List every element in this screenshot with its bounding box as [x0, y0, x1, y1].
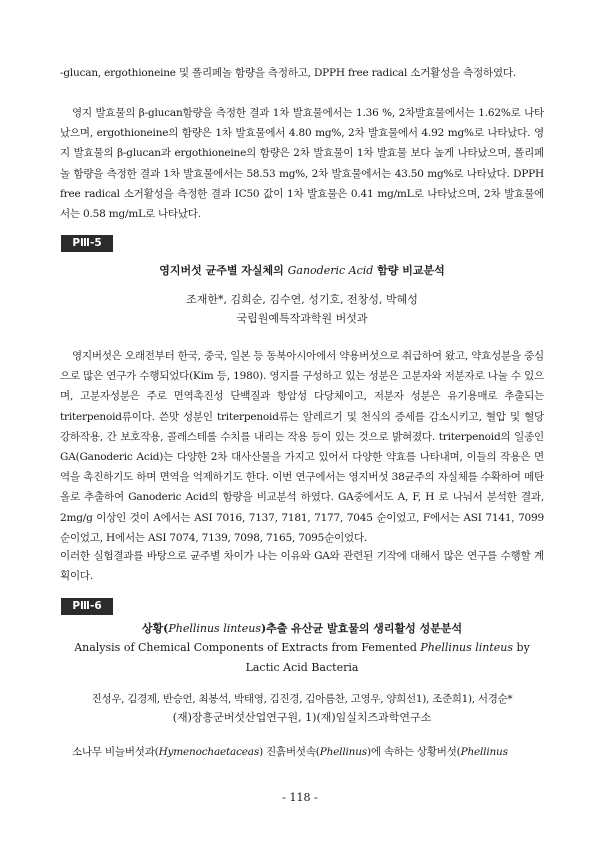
section6-english-title — [60, 638, 544, 678]
section-badge-p3-6: PⅢ-6 — [61, 598, 113, 615]
page-number: - 118 - — [282, 791, 318, 804]
section6-body-c: )에 속하는 상황버섯( — [366, 746, 461, 758]
section5-authors: 조재한*, 김희순, 김수연, 성기호, 전창성, 박혜성 — [186, 293, 418, 306]
section6-eng-italic: Phellinus linteus — [420, 641, 514, 654]
section5-title — [60, 262, 544, 280]
section5-title-end: 함량 비교분석 — [377, 264, 445, 277]
section6-eng-a: Analysis of Chemical Components of Extracts from Femented — [74, 641, 417, 654]
section5-title-kr: 영지버섯 균주별 자실체의 — [159, 264, 284, 277]
section6-body-a: 소나무 비늘버섯과( — [72, 746, 159, 758]
section5-title-italic: Ganoderic Acid — [287, 264, 374, 277]
section6-body — [60, 742, 544, 762]
section5-affiliation: 국립원예특작과학원 버섯과 — [236, 312, 368, 325]
intro-paragraph-2: 영지 발효물의 β-glucan함량을 측정한 결과 1차 발효물에서는 1.36 %, 2차발효물에서는 1.62%로 나타났으며, ergothioneine의 함량은 1차 발효물에서 4.80 mg%, 2차 발효물에서 4.92 mg%로 나타났다. 영지 발효물의 β-glucan과 ergothioneine의 함량은 2차 발효물이 1차 발효물 보다 높게 나타났으며, 폴리페놀 함량을 측정한 결과 1차 발효물에서는 58.53 mg%, 2차 발효물에서는 43.50 mg%로 나타났다. DPPH free radical 소거활성을 측정한 결과 IC50 값이 1차 발효물은 0.41 mg/mL로 나타났으며, 2차 발효물에서는 0.58 mg/mL로 나타났다. — [60, 107, 544, 221]
section5-conclusion: 이러한 실험결과를 바탕으로 균주별 차이가 나는 이유와 GA와 관련된 기작에 대해서 많은 연구를 수행할 계획이다. — [60, 550, 544, 583]
section6-eng-b: by Lactic Acid Bacteria — [245, 641, 530, 674]
section6-title-italic: Phellinus linteus — [168, 622, 261, 635]
section6-body-b: ) 진흙버섯속( — [259, 746, 320, 758]
section6-title-b: )추출 유산균 발효물의 생리활성 성분분석 — [260, 622, 463, 635]
section6-affiliation: (재)장흥군버섯산업연구원, 1)(재)임실치즈과학연구소 — [172, 711, 432, 724]
section6-body-italic-1: Hymenochaetaceas — [158, 746, 260, 758]
section5-body: 영지버섯은 오래전부터 한국, 중국, 일본 등 동북아시아에서 약용버섯으로 취급하여 왔고, 약효성분을 중심으로 많은 연구가 수행되었다(Kim 등, 1980). 영지를 구성하고 있는 성분은 고분자와 저분자로 나눌 수 있으며, 고분자성분은 주로 면역촉진성 단백질과 항암성 다당체이고, 저분자 성분은 유기용매로 추출되는 triterpenoid류이다. 쓴맛 성분인 triterpenoid류는 알레르기 및 천식의 증세를 감소시키고, 혈압 및 혈당 강하작용, 간 보호작용, 콜레스테롤 수치를 내리는 작용 등이 있는 것으로 밝혀졌다. triterpenoid의 일종인 GA(Ganoderic Acid)는 다양한 2차 대사산물을 가지고 있어서 다양한 약효를 나타내며, 이들의 작용은 면역을 촉진하기도 하며 면역을 억제하기도 한다. 이번 연구에서는 영지버섯 38균주의 자실체를 수확하여 메탄올로 추출하여 Ganoderic Acid의 함량을 비교분석 하였다. GA중에서도 A, F, H 로 나눠서 분석한 결과, 2mg/g 이상인 것이 A에서는 ASI 7016, 7137, 7181, 7177, 7045 순이었고, F에서는 ASI 7141, 7099순이었고, H에서는 ASI 7074, 7139, 7098, 7165, 7095순이었다. — [60, 350, 544, 544]
section6-body-italic-3: Phellinus — [460, 746, 508, 758]
section6-body-italic-2: Phellinus — [319, 746, 367, 758]
section6-title — [60, 620, 544, 638]
section6-title-a: 상황( — [141, 622, 169, 635]
section-badge-p3-5: PⅢ-5 — [61, 235, 113, 252]
section6-authors: 진성우, 김경제, 반승언, 최봉석, 박태영, 김진경, 김아름찬, 고영우, 양희선1), 조준희1), 서경순* — [91, 693, 513, 705]
intro-paragraph-1: -glucan, ergothioneine 및 폴리페놀 함량을 측정하고, DPPH free radical 소거활성을 측정하였다. — [60, 67, 516, 79]
